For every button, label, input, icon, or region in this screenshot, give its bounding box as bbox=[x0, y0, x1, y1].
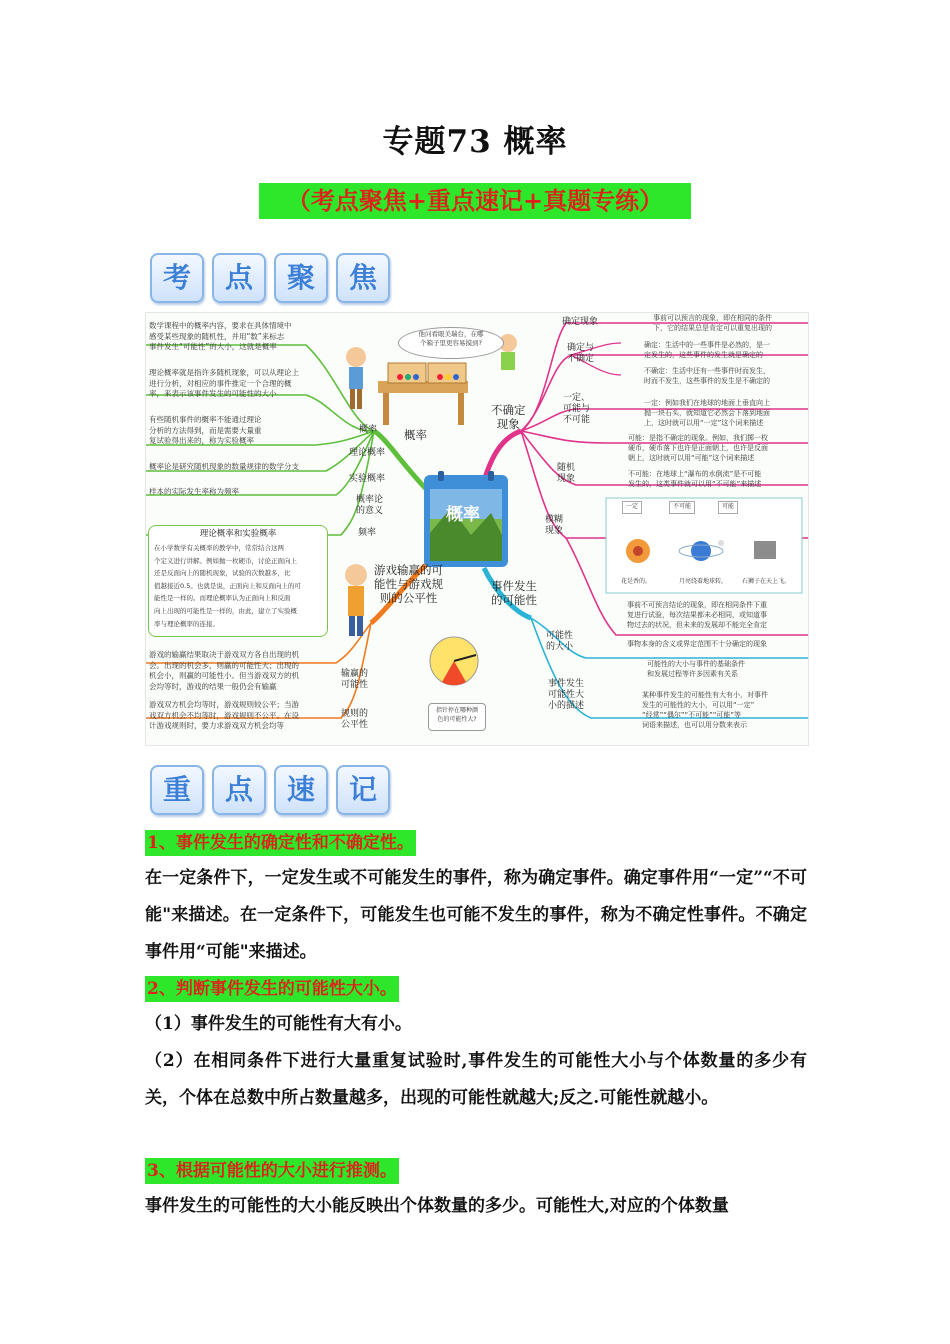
left-text-1: 数学课程中的概率内容，要求在具体情境中 感受某些现象的随机性，并用“数”来标志 事件发生“可能性”的大小，这就是概率 bbox=[149, 321, 292, 351]
left-label-gailv: 概率 bbox=[359, 425, 378, 435]
left-text-7: 游戏双方机会均等时，游戏规则较公平；当游 戏双方机会不均等时，游戏规则不公平。在设 计游戏规则时，要力求游戏双方机会均等 bbox=[149, 700, 299, 730]
lion-picture bbox=[754, 541, 776, 559]
theory-box bbox=[148, 525, 328, 637]
boy-lower-head bbox=[345, 564, 367, 586]
left-text-2: 理论概率就是指许多随机现象，可以从理论上 进行分析，对相应的事件推定一个合理的概 率，来表示该事件发生的可能性的大小 bbox=[149, 368, 299, 398]
right-label-cert-uncert: 确定与 不确定 bbox=[567, 343, 595, 364]
right-text-2: 确定：生活中的一些事件是必然的，是一 定发生的，这些事件的发生就是确定的 bbox=[644, 341, 770, 359]
mind-map bbox=[145, 312, 809, 746]
left-text-6: 游戏的输赢结果取决于游戏双方各自出现的机 会。出现的机会多，则赢的可能性大；出现的 机会小，则赢的可能性小。但当游戏双方的机 会均等时，游戏的结果一般仍会有输赢 bbox=[149, 650, 299, 691]
picture-caption-3: 石狮子在天上飞。 bbox=[742, 578, 791, 585]
left-label-fair: 规则的 公平性 bbox=[341, 709, 369, 730]
picture-tag-impossible: 不可能 bbox=[669, 501, 695, 514]
right-text-5: 可能：是指不确定的现象。例如，我们掷一枚 硬币，硬币落下也许是正面朝上，也许是反面 朝上，这时就可以用“可能”这个词来描述 bbox=[628, 434, 768, 462]
left-label-experiment: 实验概率 bbox=[349, 474, 386, 484]
section-heading-1: 1、事件发生的确定性和不确定性。 bbox=[145, 830, 416, 856]
right-label-sure-maybe: 一定、 可能与 不可能 bbox=[563, 393, 591, 425]
left-label-frequency: 频率 bbox=[358, 528, 377, 538]
spinner-note: 指针停在哪种颜 色的可能性大? bbox=[428, 703, 486, 731]
right-text-9: 可能性的大小与事件的基础条件 和发展过程等许多因素有关系 bbox=[647, 660, 745, 678]
center-label: 概率 bbox=[446, 505, 480, 525]
right-label-size: 可能性 的大小 bbox=[546, 631, 574, 652]
right-text-4: 一定：例如我们在地球的地面上垂直向上 抛一块石头，就知道它必然会下落到地面 上，这时就可以用“一定”这个词来描述 bbox=[644, 399, 770, 427]
right-text-10: 某种事件发生的可能性有大有小，对事件 发生的可能性的大小，可以用“一定” “经常”“偶尔”“不可能”“可能”等 词语来描述，也可以用分数来表示 bbox=[642, 691, 768, 729]
branch-label-possibility: 事件发生 的可能性 bbox=[491, 579, 537, 607]
badge-jiao: 焦 bbox=[336, 253, 390, 303]
right-text-1: 事前可以预言的现象，即在相同的条件 下，它的结果总是肯定可以重复出现的 bbox=[653, 314, 772, 332]
badge-row-focus bbox=[150, 253, 398, 303]
right-label-fuzzy: 模糊 现象 bbox=[545, 515, 564, 536]
page-title: 专题73 概率 bbox=[382, 124, 568, 160]
picture-tag-sure: 一定 bbox=[622, 501, 642, 514]
left-text-4: 概率论是研究随机现象的数量规律的数学分支 bbox=[149, 462, 299, 471]
paragraph-2b: （2）在相同条件下进行大量重复试验时,事件发生的可能性大小与个体数量的多少有关，个体在总数中所占数量越多，出现的可能性就越大;反之.可能性就越小。 bbox=[145, 1051, 807, 1108]
paragraph-2a: （1）事件发生的可能性有大有小。 bbox=[145, 1014, 412, 1034]
earth-picture bbox=[691, 541, 711, 561]
left-label-theory: 理论概率 bbox=[349, 448, 386, 458]
right-text-3: 不确定：生活中还有一些事件时而发生， 时而不发生，这些事件的发生是不确定的 bbox=[644, 367, 770, 385]
section-heading-3: 3、根据可能性的大小进行推测。 bbox=[145, 1158, 399, 1184]
right-label-certain: 确定现象 bbox=[562, 317, 599, 327]
branch-label-game: 游戏输赢的可 能性与游戏规 则的公平性 bbox=[374, 563, 443, 605]
paragraph-3: 事件发生的可能性的大小能反映出个体数量的多少。可能性大,对应的个体数量 bbox=[145, 1196, 729, 1216]
badge-dian: 点 bbox=[212, 253, 266, 303]
paragraph-1: 在一定条件下，一定发生或不可能发生的事件，称为确定事件。确定事件用“一定”“不可能"来描述。在一定条件下，可能发生也可能不发生的事件，称为不确定性事件。不确定事件用“可能"来描述。 bbox=[145, 868, 807, 962]
picture-caption-2: 月亮绕着地球转。 bbox=[679, 578, 728, 585]
branch-green-6 bbox=[146, 431, 374, 535]
right-text-6: 不可能：在地球上“瀑布的水倒流”是不可能 发生的，这类事件就可以用“不可能”来描述 bbox=[628, 470, 762, 488]
boy-figure-head bbox=[346, 347, 366, 367]
badge-ju: 聚 bbox=[274, 253, 328, 303]
section-heading-2: 2、判断事件发生的可能性大小。 bbox=[145, 976, 399, 1002]
left-label-win: 输赢的 可能性 bbox=[341, 669, 369, 690]
speech-bubble: 他问看眼美瑞台，在哪 个箱子里更容易摸到? bbox=[398, 327, 504, 359]
theory-box-title: 理论概率和实验概率 bbox=[199, 529, 277, 539]
right-text-8: 事物本身的含义或界定范围不十分确定的现象 bbox=[627, 640, 767, 648]
badge-kao: 考 bbox=[150, 253, 204, 303]
right-label-random: 随机 现象 bbox=[557, 463, 576, 484]
branch-label-gailv: 概率 bbox=[404, 428, 427, 442]
right-text-7: 事前不可预言结论的现象，即在相同条件下重 复进行试验，每次结果都未必相同，或知道事 物过去的状况，但未来的发展却不能完全肯定 bbox=[627, 601, 767, 629]
badge-su: 速 bbox=[274, 765, 328, 815]
picture-caption-1: 花是香的。 bbox=[621, 578, 652, 585]
badge-ji: 记 bbox=[336, 765, 390, 815]
badge-row-notes bbox=[150, 765, 398, 815]
branch-label-uncertain: 不确定 现象 bbox=[491, 403, 526, 431]
left-label-meaning: 概率论 的意义 bbox=[356, 495, 384, 516]
badge-zhong: 重 bbox=[150, 765, 204, 815]
badge-dian2: 点 bbox=[212, 765, 266, 815]
page-subtitle: （考点聚焦+重点速记+真题专练） bbox=[259, 183, 691, 219]
right-label-describe: 事件发生 可能性大 小的描述 bbox=[548, 679, 585, 711]
left-text-5: 样本的实际发生率称为频率 bbox=[149, 487, 239, 496]
left-text-3: 有些随机事件的概率不能通过理论 分析的方法得到，而是需要大量重 复试验得出来的，称为实验概率 bbox=[149, 415, 262, 445]
theory-box-text: 在小学数学有关概率的教学中，常常结合这两 个定义进行讲解。例如抛一枚硬币，讨论正面向上 还是反面向上的随机现象，试验的次数越多，比 值越接近0.5。也就是说，正面向上和反面向上的可 能性是一样的。而理论概率认为正面向上和反面 向上出现的可能性是一样的，由此，建立了实验概 率与理论概率的连接。 bbox=[154, 544, 301, 628]
picture-tag-possible: 可能 bbox=[718, 501, 738, 514]
